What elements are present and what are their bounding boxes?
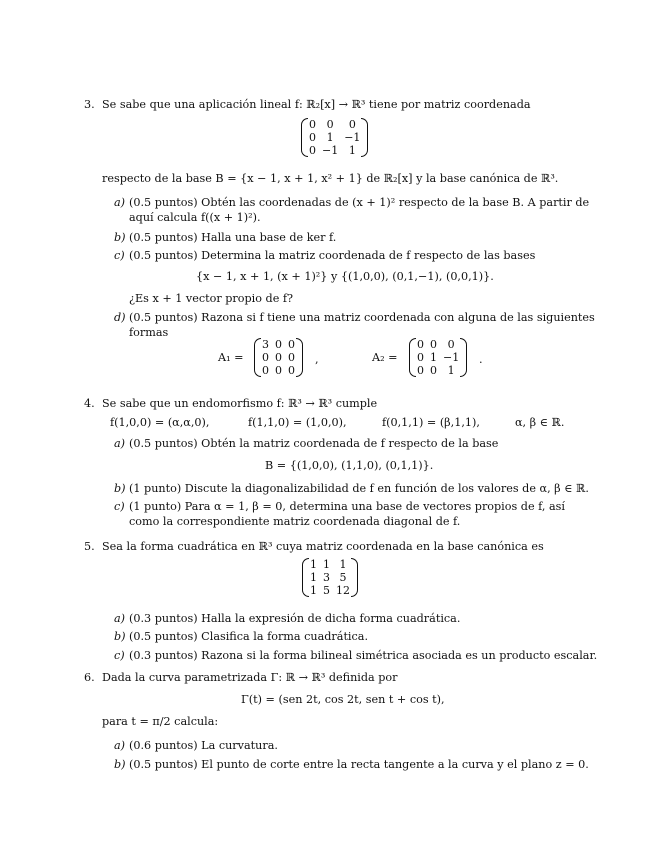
problem-5-matrix-cell: 5 [339,571,347,584]
problem-3-number: 3. [84,98,95,111]
problem-3-c-label: c) [114,249,125,262]
problem-3-a-line1: (0.5 puntos) Obtén las coordenadas de (x + 1)² respecto de la base B. A partir de [129,196,590,209]
problem-6-formula: Γ(t) = (sen 2t, cos 2t, sen t + cos t), [241,693,445,706]
matrix-A2 [414,338,462,380]
problem-3-basis-text: respecto de la base B = {x − 1, x + 1, x² + 1} de ℝ₂[x] y la base canónica de ℝ³. [102,172,559,185]
problem-3-matrix-cell: −1 [322,144,339,157]
problem-3-d-line1: (0.5 puntos) Razona si f tiene una matriz coordenada con alguna de las siguientes [129,311,595,324]
problem-4-eq3: f(0,1,1) = (β,1,1), [382,416,480,429]
matrix-A2-cell: 0 [417,338,424,351]
problem-4-a-text: (0.5 puntos) Obtén la matriz coordenada de f respecto de la base [129,437,499,450]
problem-3-matrix-cell: 1 [348,144,356,157]
problem-3-b-text: (0.5 puntos) Halla una base de ker f. [129,231,337,244]
problem-4-c-label: c) [114,500,125,513]
problem-3-intro: Se sabe que una aplicación lineal f: ℝ₂[x] → ℝ³ tiene por matriz coordenada [102,98,531,111]
problem-3-c-formula: {x − 1, x + 1, (x + 1)²} y {(1,0,0), (0,1,−1), (0,0,1)}. [196,270,494,283]
problem-3-matrix-cell: 0 [309,131,316,144]
matrix-A1-label: A₁ = [218,351,244,364]
matrix-A2-cell: 0 [430,364,437,377]
problem-3-c-question: ¿Es x + 1 vector propio de f? [129,292,294,305]
problem-5-matrix-cell: 3 [323,571,330,584]
matrix-A1-cell: 0 [262,364,269,377]
problem-5-a-text: (0.3 puntos) Halla la expresión de dicha forma cuadrática. [129,612,461,625]
matrix-A2-label: A₂ = [372,351,398,364]
matrix-A1-cell: 0 [275,364,282,377]
problem-5-c-label: c) [114,649,125,662]
matrix-A1-cell: 0 [288,338,295,351]
matrix-A1-separator: , [315,353,319,366]
matrix-A1 [259,338,298,380]
problem-3-c-text: (0.5 puntos) Determina la matriz coordenada de f respecto de las bases [129,249,536,262]
problem-3-matrix-cell: −1 [344,131,361,144]
problem-3-matrix-cell: 0 [309,144,316,157]
problem-4-c-line1: (1 punto) Para α = 1, β = 0, determina una base de vectores propios de f, así [129,500,565,513]
matrix-A2-end: . [479,353,483,366]
problem-3-a-label: a) [114,196,126,209]
matrix-A1-cell: 0 [288,364,295,377]
problem-4-b-label: b) [114,482,126,495]
problem-3-a-line2: aquí calcula f((x + 1)²). [129,211,261,224]
problem-3-b-label: b) [114,231,126,244]
problem-4-eq4: α, β ∈ ℝ. [515,416,565,429]
problem-3-matrix-cell: 0 [309,118,316,131]
matrix-A1-cell: 3 [262,338,269,351]
problem-5-a-label: a) [114,612,126,625]
problem-4-eq2: f(1,1,0) = (1,0,0), [248,416,347,429]
matrix-A2-cell: 0 [447,338,455,351]
problem-6-b-label: b) [114,758,126,771]
problem-6-para: para t = π/2 calcula: [102,715,219,728]
problem-3-matrix-cell: 0 [348,118,356,131]
problem-4-b-text: (1 punto) Discute la diagonalizabilidad de f en función de los valores de α, β ∈ ℝ. [129,482,589,495]
matrix-A2-cell: 0 [417,351,424,364]
matrix-A1-cell: 0 [275,338,282,351]
matrix-A2-cell: 0 [430,338,437,351]
problem-5-matrix-cell: 1 [310,584,317,597]
problem-6-intro: Dada la curva parametrizada Γ: ℝ → ℝ³ definida por [102,671,398,684]
matrix-A1-cell: 0 [262,351,269,364]
problem-3-matrix-cell: 1 [326,131,334,144]
matrix-A2-cell: 0 [417,364,424,377]
problem-6-number: 6. [84,671,95,684]
problem-3-d-line2: formas [129,326,169,339]
problem-4-intro: Se sabe que un endomorfismo f: ℝ³ → ℝ³ cumple [102,397,378,410]
problem-3-d-label: d) [114,311,126,324]
problem-5-number: 5. [84,540,95,553]
problem-5-b-label: b) [114,630,126,643]
problem-5-matrix-cell: 1 [323,558,330,571]
problem-5-b-text: (0.5 puntos) Clasifica la forma cuadrática. [129,630,369,643]
problem-5-matrix-cell: 1 [310,558,317,571]
problem-4-number: 4. [84,397,95,410]
problem-5-matrix-cell: 5 [323,584,330,597]
problem-5-intro: Sea la forma cuadrática en ℝ³ cuya matriz coordenada en la base canónica es [102,540,544,553]
problem-6-a-text: (0.6 puntos) La curvatura. [129,739,278,752]
problem-4-a-formula: B = {(1,0,0), (1,1,0), (0,1,1)}. [265,459,434,472]
matrix-A2-cell: −1 [443,351,460,364]
matrix-A1-cell: 0 [288,351,295,364]
problem-5-matrix [307,558,353,600]
problem-4-c-line2: como la correspondiente matriz coordenada diagonal de f. [129,515,461,528]
problem-4-eq1: f(1,0,0) = (α,α,0), [110,416,210,429]
problem-6-b-text: (0.5 puntos) El punto de corte entre la recta tangente a la curva y el plano z = 0. [129,758,589,771]
problem-5-matrix-cell: 1 [310,571,317,584]
problem-6-a-label: a) [114,739,126,752]
problem-5-matrix-cell: 1 [339,558,347,571]
problem-5-matrix-cell: 12 [336,584,350,597]
problem-5-c-text: (0.3 puntos) Razona si la forma bilineal simétrica asociada es un producto escalar. [129,649,598,662]
matrix-A2-cell: 1 [447,364,455,377]
problem-3-matrix [306,118,363,160]
problem-4-a-label: a) [114,437,126,450]
matrix-A2-cell: 1 [430,351,437,364]
matrix-A1-cell: 0 [275,351,282,364]
problem-3-matrix-cell: 0 [326,118,334,131]
